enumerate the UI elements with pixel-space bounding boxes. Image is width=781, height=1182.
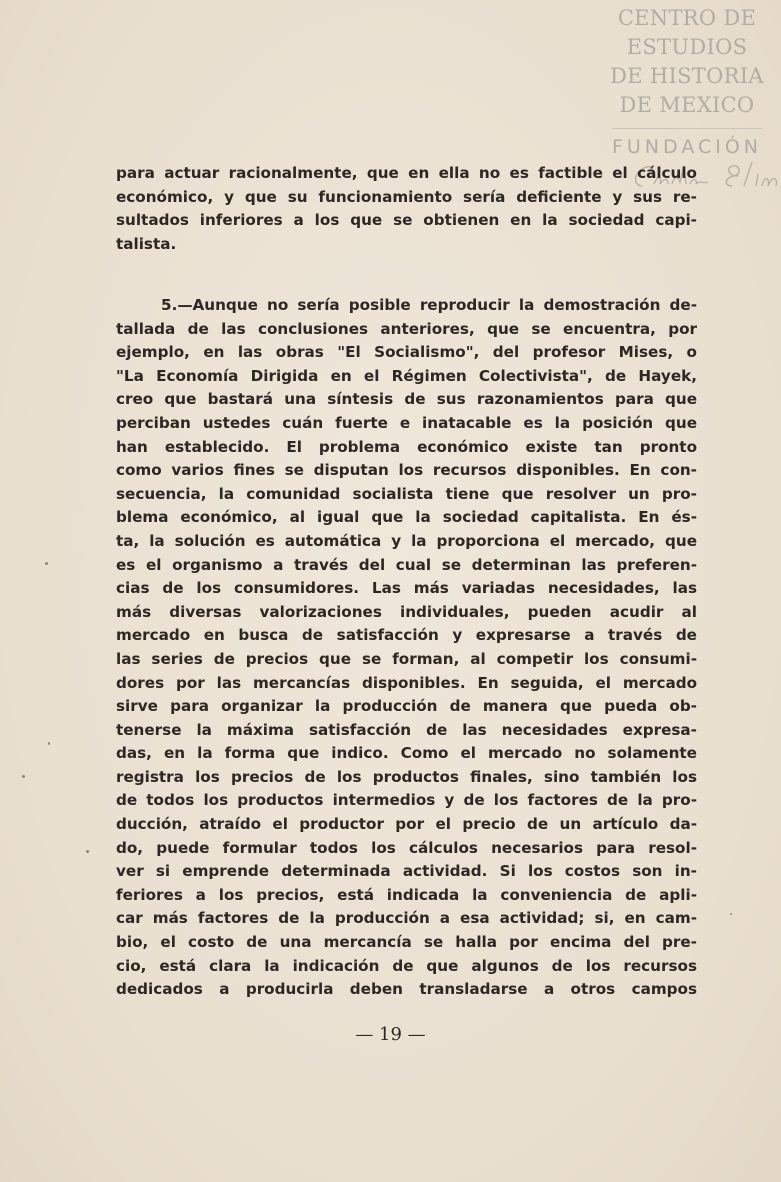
text-line: tenerse la máxima satisfacción de las necesidades expresa- <box>116 720 697 739</box>
text-line: 5.—Aunque no sería posible reproducir la demostración de- <box>161 296 697 314</box>
text-line: han establecido. El problema económico existe tan pronto <box>116 437 697 456</box>
text-line: das, en la forma que indico. Como el mercado no solamente <box>116 744 697 763</box>
text-line: bio, el costo de una mercancía se halla por encima del pre- <box>116 933 697 952</box>
text-line: sirve para organizar la producción de manera que pueda ob- <box>116 697 697 716</box>
text-line: económico, y que su funcionamiento sería deficiente y sus re- <box>116 187 697 206</box>
text-line: talista. <box>116 234 177 253</box>
text-line: mercado en busca de satisfacción y expresarse a través de <box>116 626 697 645</box>
text-line: secuencia, la comunidad socialista tiene que resolver un pro- <box>116 484 697 503</box>
text-line: ver si emprende determinada actividad. Si los costos son in- <box>116 862 697 881</box>
text-line: blema económico, al igual que la sociedad capitalista. En és- <box>116 508 697 527</box>
watermark-line-3: DE HISTORIA <box>610 64 764 88</box>
text-line: tallada de las conclusiones anteriores, que se encuentra, por <box>116 319 697 338</box>
text-line: dedicados a producirla deben transladarse a otros campos <box>116 980 697 999</box>
text-line: car más factores de la producción a esa actividad; si, en cam- <box>116 909 697 928</box>
text-line: cias de los consumidores. Las más variadas necesidades, las <box>116 579 697 598</box>
text-line: como varios fines se disputan los recursos disponibles. En con- <box>116 461 697 480</box>
text-line: las series de precios que se forman, al competir los consumi- <box>116 649 697 668</box>
page-number: — 19 — <box>355 1024 426 1045</box>
paper-speck <box>22 775 25 778</box>
paper-speck <box>45 562 48 565</box>
text-line: "La Economía Dirigida en el Régimen Colectivista", de Hayek, <box>116 366 697 385</box>
paragraph-continuation <box>116 162 697 256</box>
text-line: ejemplo, en las obras "El Socialismo", del profesor Mises, o <box>116 343 697 362</box>
text-line: creo que bastará una síntesis de sus razonamientos para que <box>116 390 697 409</box>
archive-watermark <box>607 4 767 159</box>
text-line: do, puede formular todos los cálculos necesarios para resol- <box>116 838 697 857</box>
text-line: ta, la solución es automática y la proporciona el mercado, que <box>116 531 697 550</box>
text-line: feriores a los precios, está indicada la conveniencia de apli- <box>116 885 697 904</box>
text-line: para actuar racionalmente, que en ella no es factible el cálculo <box>116 164 697 182</box>
text-line: registra los precios de los productos finales, sino también los <box>116 767 697 786</box>
text-line: de todos los productos intermedios y de los factores de la pro- <box>116 791 697 810</box>
watermark-divider <box>612 128 762 129</box>
watermark-line-2: ESTUDIOS <box>626 35 748 59</box>
watermark-line-5: FUNDACIÓN <box>611 136 763 158</box>
text-line: perciban ustedes cuán fuerte e inatacable es la posición que <box>116 413 697 432</box>
text-line: cio, está clara la indicación de que algunos de los recursos <box>116 956 697 975</box>
text-line: dores por las mercancías disponibles. En seguida, el mercado <box>116 673 697 692</box>
text-line: más diversas valorizaciones individuales, pueden acudir al <box>116 602 697 621</box>
paper-speck <box>86 850 89 853</box>
paper-speck <box>48 742 50 745</box>
watermark-line-1: CENTRO DE <box>617 6 757 30</box>
text-line: sultados inferiores a los que se obtienen en la sociedad capi- <box>116 211 697 230</box>
text-line: ducción, atraído el productor por el precio de un artículo da- <box>116 815 697 834</box>
text-line: es el organismo a través del cual se determinan las preferen- <box>116 555 697 574</box>
paragraph-section-5 <box>116 294 697 1002</box>
paper-speck <box>730 913 732 915</box>
watermark-line-4: DE MEXICO <box>619 93 755 117</box>
